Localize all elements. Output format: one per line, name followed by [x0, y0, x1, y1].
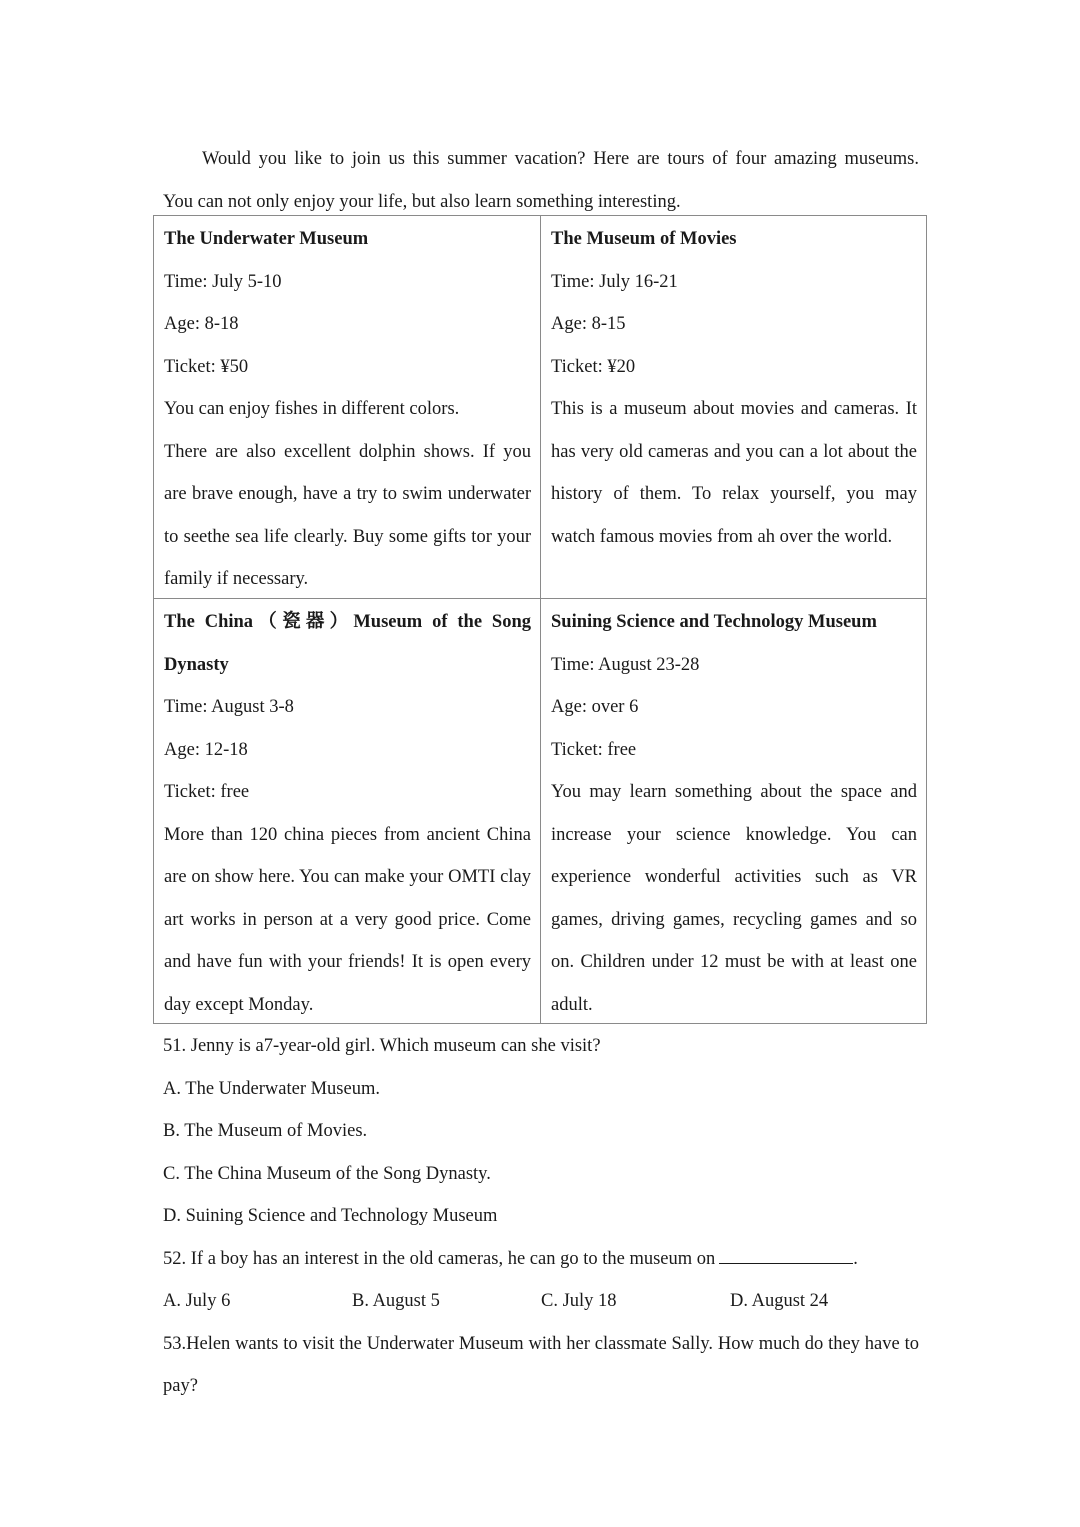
museum-cell-underwater: [154, 216, 541, 599]
question-52-stem: 52. If a boy has an interest in the old cameras, he can go to the museum on: [163, 1248, 716, 1269]
intro-line-1: Would you like to join us this summer vacation? Here are tours of four amazing museums.: [202, 149, 919, 169]
answer-blank: [719, 1245, 853, 1264]
museum-cell-china: [154, 599, 541, 1023]
museum-title: Suining Science and Technology Museum: [551, 612, 877, 632]
questions-section: [163, 1025, 919, 1408]
museum-title: The Underwater Museum: [164, 229, 369, 249]
museum-time: Time: August 23-28: [551, 654, 700, 675]
question-52: [163, 1238, 919, 1281]
museum-time: Time: July 16-21: [551, 271, 678, 292]
museum-title: The China（瓷器）Museum of the Song Dynasty: [164, 612, 531, 675]
museum-cell-science: [541, 599, 926, 1023]
museum-age: Age: over 6: [551, 697, 639, 717]
museum-cell-movies: [541, 216, 926, 599]
museum-ticket: Ticket: free: [164, 782, 250, 802]
museum-age: Age: 12-18: [164, 739, 248, 760]
question-51-option-a: A. The Underwater Museum.: [163, 1078, 380, 1099]
museum-description: More than 120 china pieces from ancient China are on show here. You can make your OMTI clay art works in person at a very good price. Come and have fun with your friends! It is open every day except Monday.: [164, 824, 531, 1015]
question-51-option-c: C. The China Museum of the Song Dynasty.: [163, 1163, 491, 1184]
intro-paragraph: [163, 138, 919, 223]
question-52-option-a: A. July 6: [163, 1291, 231, 1311]
question-53-stem: 53.Helen wants to visit the Underwater Museum with her classmate Sally. How much do they have to pay?: [163, 1333, 919, 1396]
question-52-options: [163, 1280, 919, 1323]
museum-title: The Museum of Movies: [551, 229, 737, 249]
museum-description: This is a museum about movies and cameras. It has very old cameras and you can a lot about the history of them. To relax yourself, you may watch famous movies from ah over the world.: [551, 399, 917, 547]
museum-description-1: You can enjoy fishes in different colors.: [164, 399, 460, 419]
museum-time: Time: July 5-10: [164, 271, 282, 292]
museum-time: Time: August 3-8: [164, 697, 294, 717]
intro-line-2: You can not only enjoy your life, but also learn something interesting.: [163, 191, 681, 212]
museum-table: [153, 215, 927, 1024]
question-51-stem: 51. Jenny is a7-year-old girl. Which museum can she visit?: [163, 1036, 601, 1056]
museum-description: You may learn something about the space and increase your science knowledge. You can experience wonderful activities such as VR games, driving games, recycling games and so on. Children under 12 must be with at least one adult.: [551, 782, 917, 1015]
museum-ticket: Ticket: ¥50: [164, 356, 249, 377]
question-51-option-b: B. The Museum of Movies.: [163, 1121, 368, 1141]
museum-ticket: Ticket: ¥20: [551, 356, 636, 377]
museum-description-2: There are also excellent dolphin shows. If you are brave enough, have a try to swim underwater to seethe sea life clearly. Buy some gifts tor your family if necessary.: [164, 441, 531, 589]
question-52-option-b: B. August 5: [352, 1291, 440, 1311]
question-52-option-d: D. August 24: [730, 1291, 829, 1311]
museum-age: Age: 8-18: [164, 314, 239, 334]
question-52-stem-end: .: [853, 1248, 858, 1269]
question-51-option-d: D. Suining Science and Technology Museum: [163, 1206, 498, 1226]
museum-ticket: Ticket: free: [551, 739, 637, 760]
museum-age: Age: 8-15: [551, 314, 626, 334]
question-52-option-c: C. July 18: [541, 1291, 617, 1311]
